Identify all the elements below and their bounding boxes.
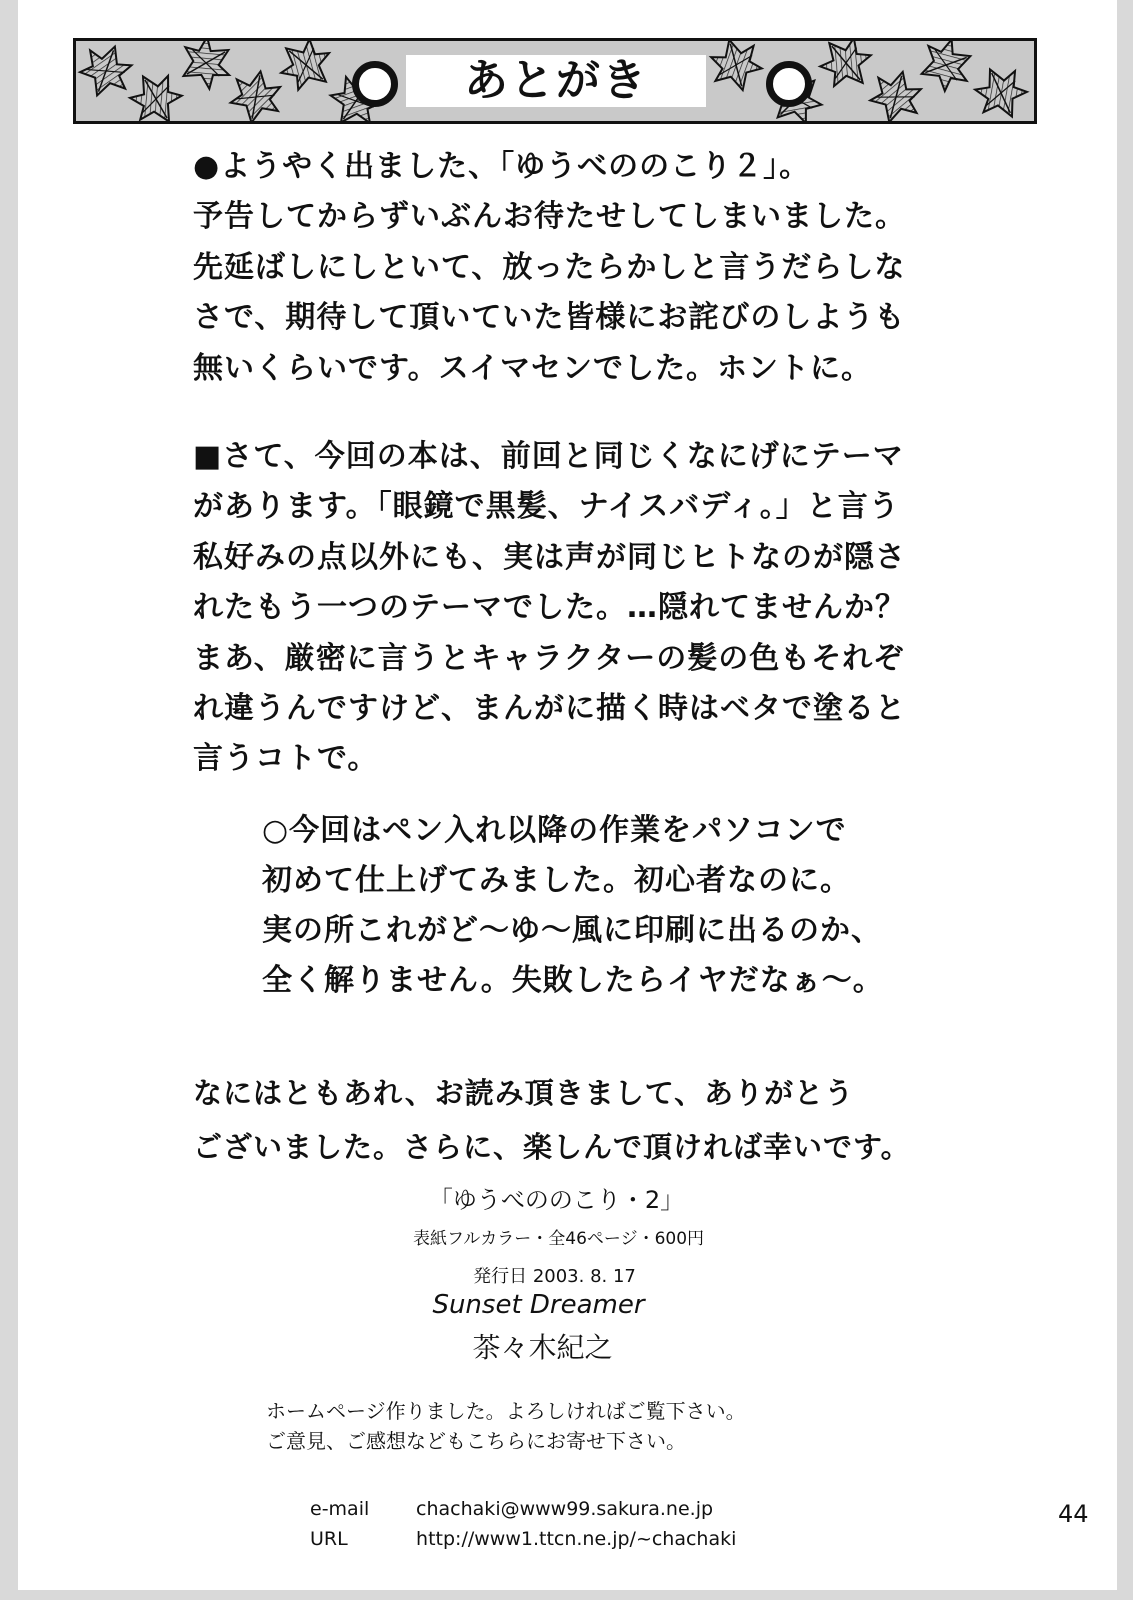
url-label: URL <box>310 1528 348 1550</box>
colophon-spec: 表紙フルカラー・全46ページ・600円 <box>412 1229 705 1249</box>
circle-ornament-right <box>766 61 812 107</box>
email-row <box>310 1494 736 1524</box>
text-line: ホームページ作りました。よろしければご覧下さい。 <box>266 1399 746 1423</box>
text-line: 実の所これがど～ゆ～風に印刷に出るのか、 <box>262 913 882 948</box>
text-line: 予告してからずいぶんお待たせしてしまいました。 <box>193 199 906 235</box>
afterword-paragraph-digital <box>262 806 884 1006</box>
page-edge-right <box>1117 0 1133 1600</box>
url-row <box>310 1524 736 1554</box>
text-line: 言うコトで。 <box>193 741 379 777</box>
text-line: ●ようやく出ました、「ゆうべののこり２」。 <box>193 149 811 184</box>
text-line: 全く解りません。失敗したらイヤだなぁ～。 <box>262 963 884 998</box>
text-line: ○今回はペン入れ以降の作業をパソコンで <box>262 813 847 848</box>
text-line: まあ、厳密に言うとキャラクターの髪の色もそれぞ <box>193 640 905 676</box>
circle-ornament-left <box>352 61 398 107</box>
colophon-date: 発行日 2003. 8. 17 <box>473 1266 636 1287</box>
author-name: 茶々木紀之 <box>472 1331 613 1364</box>
circle-name: Sunset Dreamer <box>432 1290 645 1320</box>
email-address: chachaki@www99.sakura.ne.jp <box>416 1498 714 1520</box>
text-line: なにはともあれ、お読み頂きまして、ありがとう <box>193 1076 855 1110</box>
text-line: ■さて、今回の本は、前回と同じくなにげにテーマ <box>193 439 904 474</box>
afterword-paragraph-release <box>193 142 906 394</box>
homepage-note <box>266 1396 746 1456</box>
afterword-paragraph-thanks <box>193 1066 911 1174</box>
page-edge-bottom <box>0 1590 1133 1600</box>
text-line: 無いくらいです。スイマセンでした。ホントに。 <box>193 350 872 386</box>
afterword-banner <box>73 38 1037 124</box>
page-title: あとがき <box>406 55 706 107</box>
afterword-paragraph-theme <box>193 432 906 785</box>
text-line: れたもう一つのテーマでした。…隠れてませんか？ <box>193 590 906 626</box>
text-line: 私好みの点以外にも、実は声が同じヒトなのが隠さ <box>193 539 906 575</box>
text-line: さで、期待して頂いていた皆様にお詫びのしようも <box>193 300 906 336</box>
colophon-title: 「ゆうべののこり・2」 <box>428 1186 685 1214</box>
text-line: 初めて仕上げてみました。初心者なのに。 <box>262 863 851 898</box>
text-line: ご意見、ご感想などもこちらにお寄せ下さい。 <box>266 1429 686 1453</box>
page-number: 44 <box>1058 1500 1089 1528</box>
text-line: れ違うんですけど、まんがに描く時はベタで塗ると <box>193 691 906 727</box>
homepage-url: http://www1.ttcn.ne.jp/~chachaki <box>416 1528 737 1550</box>
email-label: e-mail <box>310 1498 370 1520</box>
text-line: があります。「眼鏡で黒髪、ナイスバディ。」と言う <box>193 489 900 525</box>
text-line: 先延ばしにしといて、放ったらかしと言うだらしな <box>193 249 906 285</box>
contact-info <box>310 1494 736 1554</box>
text-line: ございました。さらに、楽しんで頂ければ幸いです。 <box>193 1130 911 1164</box>
